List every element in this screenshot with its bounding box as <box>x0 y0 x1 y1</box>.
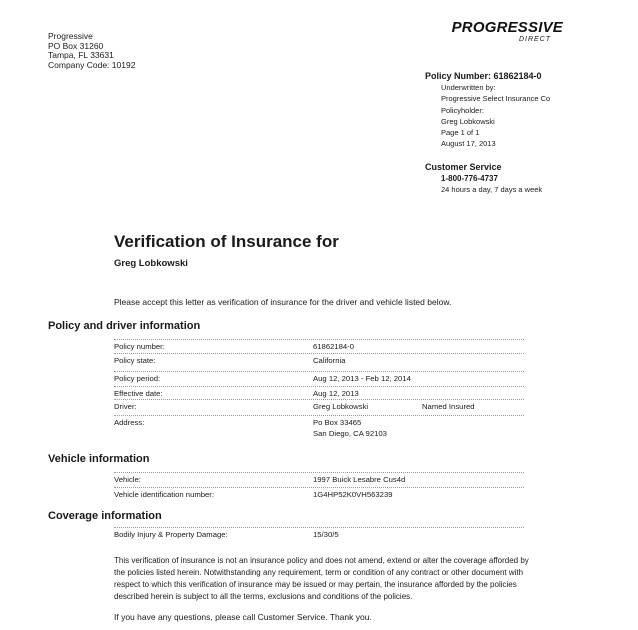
logo-sub-text: DIRECT <box>518 36 551 43</box>
table-row <box>114 415 524 442</box>
row-value: Aug 12, 2013 - Feb 12, 2014 <box>313 374 411 383</box>
table-row <box>114 371 524 385</box>
row-label: Policy number: <box>114 342 165 351</box>
policyholder-name: Greg Lobkowski <box>114 258 188 269</box>
policy-info-line: Greg Lobkowski <box>441 116 495 126</box>
customer-service-block <box>425 162 542 195</box>
customer-service-hours: 24 hours a day, 7 days a week <box>441 185 543 194</box>
company-name: Progressive <box>48 31 93 41</box>
row-value: Aug 12, 2013 <box>313 389 359 398</box>
policy-number-heading: Policy Number: 61862184-0 <box>425 71 542 81</box>
logo-main-text: PROGRESSIVE <box>451 19 563 36</box>
policy-info-line: August 17, 2013 <box>441 139 496 149</box>
intro-text: Please accept this letter as verification of insurance for the driver and vehicle listed below. <box>114 297 452 307</box>
section-title-coverage: Coverage information <box>48 510 162 522</box>
company-address <box>48 32 135 70</box>
row-label: Policy state: <box>114 356 156 365</box>
policy-info-line: Underwritten by: <box>441 83 496 92</box>
row-label: Driver: <box>114 402 137 411</box>
customer-service-heading: Customer Service <box>425 162 502 172</box>
table-row <box>114 487 524 501</box>
row-value-line2: San Diego, CA 92103 <box>313 429 387 438</box>
row-value: 15/30/5 <box>313 530 339 539</box>
row-label: Bodily Injury & Property Damage: <box>114 530 228 539</box>
table-row <box>114 339 524 353</box>
table-row <box>114 353 524 367</box>
row-value: Po Box 33465 <box>313 418 362 427</box>
policy-info-line: Policyholder: <box>441 105 484 115</box>
disclaimer-text: This verification of insurance is not an insurance policy and does not amend, extend or alter the coverage afforded by the policies listed herein. Notwithstanding any requirement, term or condition of any contract or other document with respect to which this verification of insurance may be issued or may pertain, the insurance afforded by the policies described herein is subject to all the terms, exclusions and conditions of the policies. <box>114 556 529 601</box>
policy-info-block <box>425 71 550 150</box>
row-extra: Named Insured <box>422 402 475 411</box>
row-value: California <box>313 356 346 365</box>
company-code: Company Code: 10192 <box>48 59 136 70</box>
row-value: 1997 Buick Lesabre Cus4d <box>313 475 406 484</box>
row-label: Effective date: <box>114 389 163 398</box>
progressive-logo <box>443 20 563 44</box>
row-label: Address: <box>114 418 145 427</box>
row-value: 1G4HP52K0VH563239 <box>313 490 393 499</box>
row-label: Policy period: <box>114 374 161 383</box>
table-row <box>114 527 524 541</box>
company-address-line2: Tampa, FL 33631 <box>48 50 114 60</box>
customer-service-phone: 1-800-776-4737 <box>441 174 498 183</box>
policy-info-line: Page 1 of 1 <box>441 128 480 138</box>
table-row <box>114 399 524 413</box>
section-title-vehicle: Vehicle information <box>48 453 150 465</box>
row-value: Greg Lobkowski <box>313 402 369 411</box>
table-row <box>114 472 524 486</box>
row-label: Vehicle: <box>114 475 141 484</box>
policy-info-line: Progressive Select Insurance Co <box>441 94 551 104</box>
row-label: Vehicle identification number: <box>114 490 214 499</box>
company-address-line1: PO Box 31260 <box>48 40 104 51</box>
table-row <box>114 386 524 400</box>
row-value: 61862184-0 <box>313 342 355 351</box>
document-title: Verification of Insurance for <box>114 232 339 251</box>
closing-text: If you have any questions, please call Customer Service. Thank you. <box>114 612 372 622</box>
section-title-policy: Policy and driver information <box>48 320 201 332</box>
